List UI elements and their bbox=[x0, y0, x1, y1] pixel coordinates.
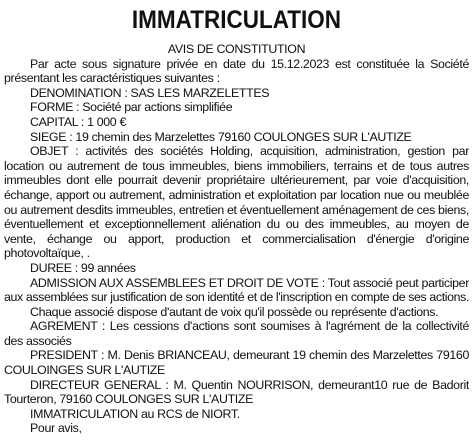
notice-line: OBJET : activités des sociétés Holding, acquisition, administration, gestion par bbox=[30, 144, 469, 159]
notice-line: DIRECTEUR GENERAL : M. Quentin NOURRISON, demeurant10 rue de Badorit bbox=[30, 377, 469, 392]
notice-line: immeubles dont elle pourrait devenir propriétaire ultérieurement, par voie d'acquisition, bbox=[4, 173, 469, 188]
notice-line: SIEGE : 19 chemin des Marzelettes 79160 COULONGES SUR L'AUTIZE bbox=[30, 129, 412, 144]
notice-line: éventuellement et exceptionnellement aliénation du ou des immeubles, au moyen de bbox=[4, 217, 469, 232]
notice-line: FORME : Société par actions simplifiée bbox=[30, 100, 233, 115]
notice-body bbox=[0, 42, 473, 436]
notice-line: DENOMINATION : SAS LES MARZELETTES bbox=[30, 85, 270, 100]
notice-line: des associés bbox=[4, 333, 72, 348]
notice-line: PRESIDENT : M. Denis BRIANCEAU, demeurant 19 chemin des Marzelettes 79160 bbox=[30, 348, 469, 363]
notice-line: Pour avis, bbox=[30, 421, 82, 436]
notice-line: IMMATRICULATION au RCS de NIORT. bbox=[30, 406, 240, 421]
notice-line: échange, apport ou autrement, administration et exploitation par location nue ou meublée bbox=[4, 187, 469, 202]
notice-line: Par acte sous signature privée en date du 15.12.2023 est constituée la Société bbox=[30, 56, 469, 71]
notice-subtitle: AVIS DE CONSTITUTION bbox=[167, 42, 306, 56]
notice-line: vente, échange ou apport, production et commercialisation d'énergie d'origine bbox=[4, 231, 469, 246]
notice-line: AGREMENT : Les cessions d'actions sont soumises à l'agrément de la collectivité bbox=[30, 319, 469, 334]
notice-line: photovoltaïque, . bbox=[4, 246, 90, 261]
notice-line: Chaque associé dispose d'autant de voix qu'il possède ou représente d'actions. bbox=[30, 304, 439, 319]
notice-heading: IMMATRICULATION bbox=[131, 6, 342, 34]
notice-line: aux assemblées sur justification de son identité et de l'inscription en compte de ses actions. bbox=[4, 290, 469, 305]
notice-line: présentant les caractéristiques suivantes : bbox=[4, 71, 220, 86]
notice-line: DUREE : 99 années bbox=[30, 260, 136, 275]
notice-line: ADMISSION AUX ASSEMBLEES ET DROIT DE VOTE : Tout associé peut participer bbox=[30, 275, 469, 290]
notice-line: ou autrement desdits immeubles, entretien et éventuellement aménagement de ces biens, bbox=[4, 202, 469, 217]
notice-line: COULOINGES SUR L'AUTIZE bbox=[4, 363, 165, 378]
notice-line: location ou autrement de tous immeubles, biens immobiliers, terrains et de tous autres bbox=[4, 158, 469, 173]
notice-line: Tourteron, 79160 COULONGES SUR L'AUTIZE bbox=[4, 392, 254, 407]
notice-line: CAPITAL : 1 000 € bbox=[30, 114, 126, 129]
